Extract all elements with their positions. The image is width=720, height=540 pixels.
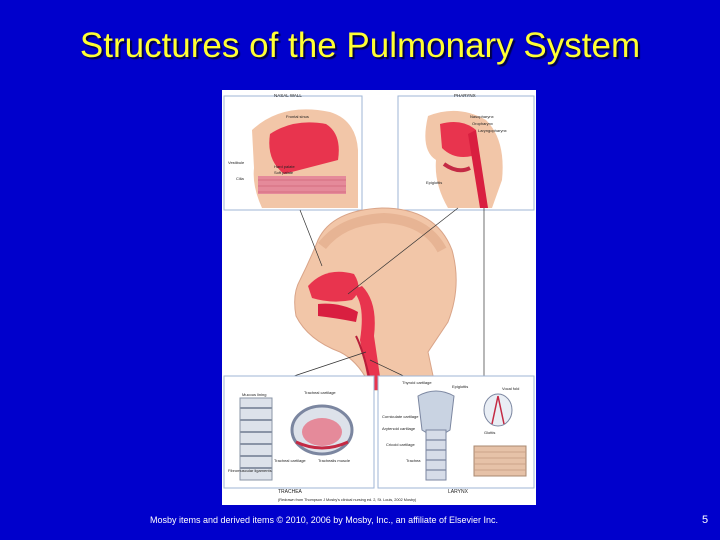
label-oropharynx: Oropharynx: [472, 121, 493, 126]
page-number: 5: [702, 514, 709, 526]
label-trachealis: Trachealis muscle: [318, 458, 351, 463]
figure-credit: (Redrawn from Thompson J Mosby's clinical nursing ed. 2, St. Louis, 2002 Mosby): [278, 498, 417, 502]
label-nasopharynx: Nasopharynx: [470, 114, 494, 119]
label-mucous-lining: Mucous lining: [242, 392, 267, 397]
anatomy-illustration: [222, 90, 536, 505]
panel-label-nasal: NASAL WALL: [274, 93, 302, 98]
pharynx-panel: [398, 96, 534, 210]
label-soft-palate: Soft palate: [274, 170, 294, 175]
panel-label-pharynx: PHARYNX: [454, 93, 476, 98]
label-trachea: Trachea: [406, 458, 421, 463]
label-tracheal-cartilage: Tracheal cartilage: [304, 390, 336, 395]
label-epiglottis: Epiglottis: [452, 384, 469, 389]
label-glottis: Glottis: [484, 430, 496, 435]
label-frontal-sinus: Frontal sinus: [286, 114, 309, 119]
panel-label-larynx: LARYNX: [448, 489, 468, 495]
label-vestibule: Vestibule: [228, 160, 245, 165]
label-hard-palate: Hard palate: [274, 164, 295, 169]
label-arytenoid: Arytenoid cartilage: [382, 426, 416, 431]
label-fibromuscular: Fibromuscular ligaments: [228, 468, 272, 473]
copyright-footer: Mosby items and derived items © 2010, 2006 by Mosby, Inc., an affiliate of Elsevier Inc.: [150, 515, 498, 525]
label-cricoid: Cricoid cartilage: [386, 442, 415, 447]
label-thyroid-cartilage: Thyroid cartilage: [402, 380, 432, 385]
label-cilia: Cilia: [236, 176, 244, 181]
slide-title: Structures of the Pulmonary System: [79, 26, 641, 65]
larynx-panel: [378, 376, 534, 488]
label-epiglottis-top: Epiglottis: [426, 180, 443, 185]
label-vocal-fold: Vocal fold: [502, 386, 520, 391]
label-corniculate: Corniculate cartilage: [382, 414, 419, 419]
pulmonary-anatomy-figure: [222, 90, 536, 505]
label-tracheal-cartilage-2: Tracheal cartilage: [274, 458, 306, 463]
panel-label-trachea: TRACHEA: [278, 489, 302, 495]
label-laryngopharynx: Laryngopharynx: [478, 128, 507, 133]
